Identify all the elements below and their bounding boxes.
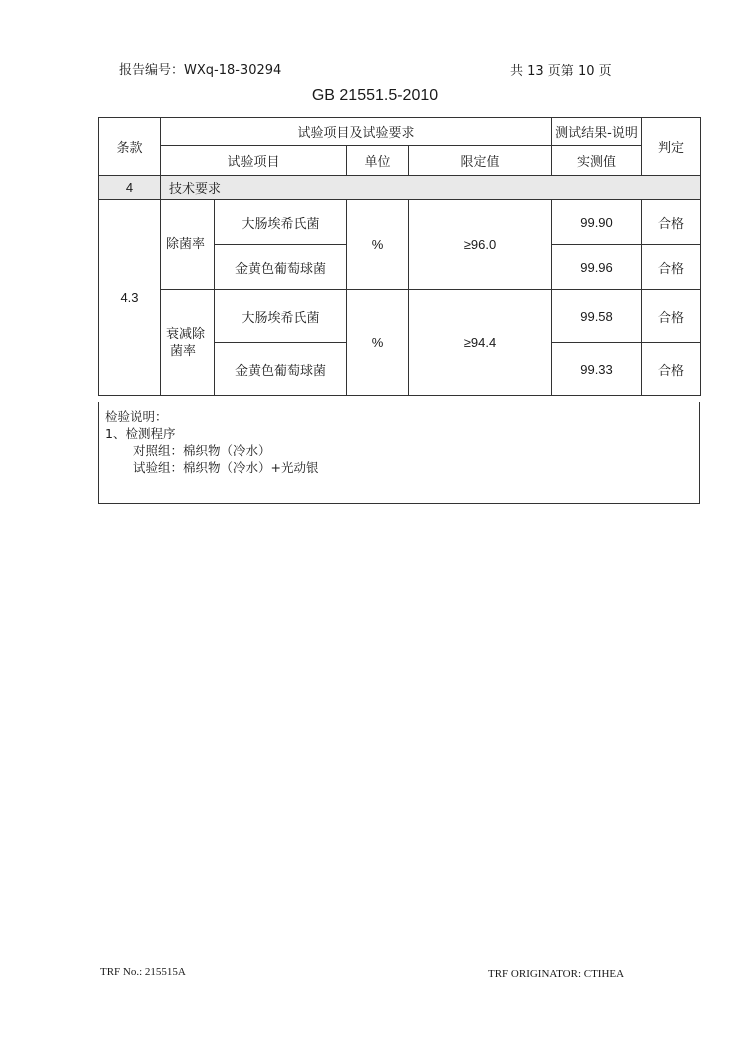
test-item-cell: 大肠埃希氏菌 [215, 200, 347, 245]
report-number: 报告编号：WXq-18-30294 [119, 63, 282, 78]
section-clause: 4 [99, 176, 161, 200]
group-name-line1: 衰减除 [166, 326, 206, 342]
header-row-2 [99, 146, 701, 176]
test-item-cell: 大肠埃希氏菌 [215, 290, 347, 343]
measured-value: 99.96 [552, 245, 642, 290]
test-items-requirements-header: 试验项目及试验要求 [161, 118, 552, 146]
group-name-line2: 菌率 [170, 343, 197, 359]
limit-cell: ≥96.0 [409, 200, 552, 290]
judgement-cell: 合格 [642, 245, 701, 290]
header-row-1 [99, 118, 701, 146]
measured-value: 99.58 [552, 290, 642, 343]
unit-cell: % [347, 290, 409, 396]
clause-cell: 4.3 [99, 200, 161, 396]
notes-procedure: 1、检测程序 [105, 426, 176, 441]
clause-header: 条款 [99, 118, 161, 176]
page-info: 共 13 页第 10 页 [510, 64, 612, 79]
trf-number: TRF No.: 215515A [100, 966, 186, 978]
notes-title: 检验说明： [105, 409, 168, 424]
section-row [99, 176, 701, 200]
table-row [99, 290, 701, 343]
limit-header: 限定值 [409, 146, 552, 176]
notes-control-group: 对照组：棉织物（冷水） [133, 443, 271, 458]
limit-cell: ≥94.4 [409, 290, 552, 396]
measured-value: 99.33 [552, 343, 642, 396]
measured-header: 实测值 [552, 146, 642, 176]
judgement-cell: 合格 [642, 200, 701, 245]
measured-value: 99.90 [552, 200, 642, 245]
results-table [98, 117, 701, 396]
judgement-header: 判定 [642, 118, 701, 176]
table-row [99, 200, 701, 245]
unit-cell: % [347, 200, 409, 290]
group-name: 除菌率 [161, 200, 215, 290]
unit-header: 单位 [347, 146, 409, 176]
test-item-header: 试验项目 [161, 146, 347, 176]
section-title: 技术要求 [161, 176, 701, 200]
notes-test-group: 试验组：棉织物（冷水）+光动银 [133, 460, 319, 475]
group-name [161, 290, 215, 396]
judgement-cell: 合格 [642, 343, 701, 396]
test-notes [98, 402, 700, 504]
trf-originator: TRF ORIGINATOR: CTIHEA [488, 968, 625, 980]
standard-title: GB 21551.5-2010 [311, 87, 439, 104]
test-item-cell: 金黄色葡萄球菌 [215, 245, 347, 290]
judgement-cell: 合格 [642, 290, 701, 343]
result-note-header: 测试结果-说明 [552, 118, 642, 146]
test-item-cell: 金黄色葡萄球菌 [215, 343, 347, 396]
